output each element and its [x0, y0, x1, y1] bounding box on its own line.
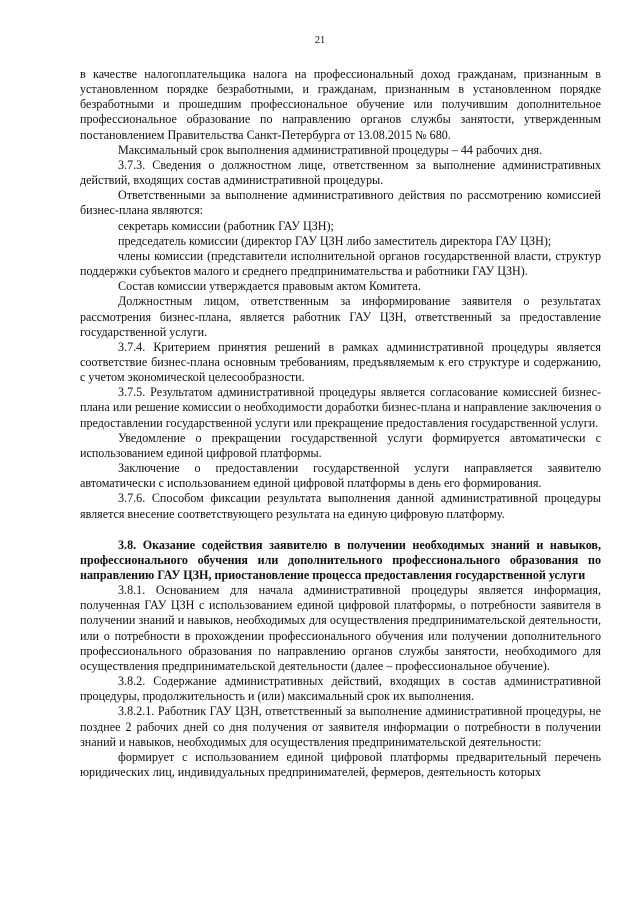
paragraph: 3.8.2.1. Работник ГАУ ЦЗН, ответственный за выполнение административной процедуры, не позднее 2 рабочих дней со дня получения от заявителя информации о потребности в получении знаний и навыков, необходимых для осуществления предпринимательской деятельности: — [80, 704, 601, 749]
paragraph: 3.7.5. Результатом административной процедуры является согласование комиссией бизнес-плана или решение комиссии о необходимости доработки бизнес-плана и направление заключения о предоставлении государственной услуги или прекращение предоставления государственной услуги. — [80, 385, 601, 430]
paragraph: 3.8.2. Содержание административных действий, входящих в состав административной процедуры, продолжительность и (или) максимальный срок их выполнения. — [80, 674, 601, 704]
section-heading: 3.8. Оказание содействия заявителю в получении необходимых знаний и навыков, профессионального обучения или дополнительного профессионального образования по направлению ГАУ ЦЗН, приостановление процесса предоставления государственной услуги — [80, 537, 601, 582]
paragraph: Уведомление о прекращении государственной услуги формируется автоматически с использованием единой цифровой платформы. — [80, 430, 601, 460]
paragraph: Ответственными за выполнение административного действия по рассмотрению комиссией бизнес-плана являются: — [80, 188, 601, 218]
paragraph: 3.7.3. Сведения о должностном лице, ответственном за выполнение административных действий, входящих состав административной процедуры. — [80, 157, 601, 188]
paragraph: 3.8.1. Основанием для начала административной процедуры является информация, полученная ГАУ ЦЗН с использованием единой цифровой платформы, о потребности заявителя в получении знаний и навыков, необходимых для осуществления предпринимательской деятельности, или о потребности в прохождении профессионального обучения или получении дополнительного профессионального образования по направлению органов службы занятости, необходимого для осуществления предпринимательской деятельности (далее – профессиональное обучение). — [80, 583, 601, 673]
paragraph: 3.7.6. Способом фиксации результата выполнения данной административной процедуры является внесение соответствующего результата на единую цифровую платформу. — [80, 491, 601, 521]
list-item: секретарь комиссии (работник ГАУ ЦЗН); — [118, 218, 334, 233]
page-content — [80, 67, 601, 780]
page-number: 21 — [314, 35, 326, 46]
list-item: члены комиссии (представители исполнительной органов государственной власти, структур поддержки субъектов малого и среднего предпринимательства и работники ГАУ ЦЗН). — [80, 248, 601, 279]
paragraph: Заключение о предоставлении государственной услуги направляется заявителю автоматически с использованием единой цифровой платформы в день его формирования. — [80, 461, 601, 491]
paragraph: в качестве налогоплательщика налога на профессиональный доход гражданам, признанным в установленном порядке безработными, и гражданам, признанным в установленном порядке безработными и прошедшим профессиональное обучение или получившим дополнительное профессиональное образование по направлению органов службы занятости, утвержденным постановлением Правительства Санкт-Петербурга от 13.08.2015 № 680. — [80, 67, 601, 142]
list-item: председатель комиссии (директор ГАУ ЦЗН либо заместитель директора ГАУ ЦЗН); — [118, 233, 552, 248]
paragraph: формирует с использованием единой цифровой платформы предварительный перечень юридических лиц, индивидуальных предпринимателей, фермеров, деятельность которых — [80, 749, 601, 780]
paragraph: Должностным лицом, ответственным за информирование заявителя о результатах рассмотрения бизнес-плана, является работник ГАУ ЦЗН, ответственный за предоставление государственной услуги. — [80, 294, 601, 339]
paragraph: Максимальный срок выполнения административной процедуры – 44 рабочих дня. — [118, 142, 543, 157]
paragraph: Состав комиссии утверждается правовым актом Комитета. — [118, 279, 421, 294]
paragraph: 3.7.4. Критерием принятия решений в рамках административной процедуры является соответствие бизнес-плана основным требованиям, предъявляемым к его структуре и содержанию, с учетом экономической целесообразности. — [80, 339, 601, 385]
